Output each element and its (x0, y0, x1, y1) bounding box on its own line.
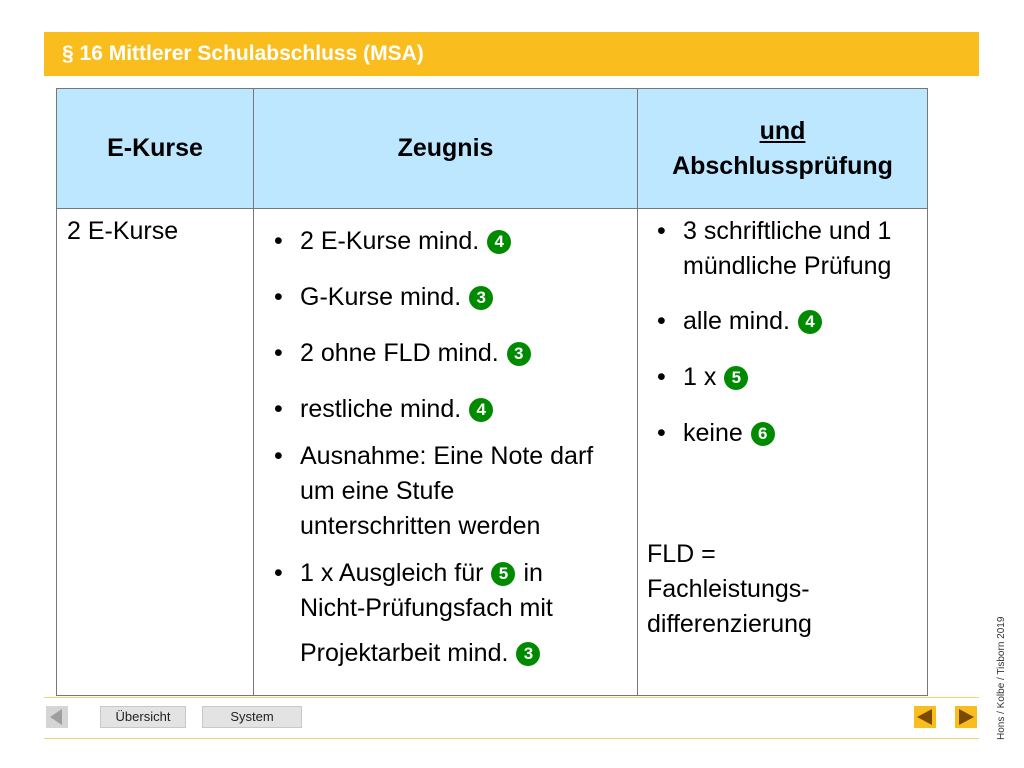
header-abschlusspruefung (638, 89, 927, 208)
bullet-icon: • (274, 339, 283, 367)
zeugnis-b3-text: 2 ohne FLD mind. (300, 339, 499, 367)
grade-circle-icon: 3 (469, 286, 493, 310)
overview-button[interactable]: Übersicht (100, 706, 186, 728)
zeugnis-b5-text: Ausnahme: Eine Note darf um eine Stufe unterschritten werden (300, 442, 594, 540)
bullet-icon: • (274, 559, 283, 587)
prev-disabled-button[interactable] (46, 706, 68, 728)
bullet-icon: • (657, 217, 666, 245)
pruefung-b2-text: alle mind. (683, 307, 790, 335)
zeugnis-b6-line3-text: Projektarbeit mind. (300, 639, 509, 667)
list-item (647, 416, 922, 451)
zeugnis-b1-text: 2 E-Kurse mind. (300, 227, 480, 255)
list-item (264, 280, 624, 315)
header-zeugnis (254, 89, 637, 208)
grade-circle-icon: 4 (798, 310, 822, 334)
zeugnis-b6-line3 (300, 636, 624, 671)
header-e-kurse-label: E-Kurse (107, 134, 203, 162)
bullet-icon: • (657, 307, 666, 335)
credit-text: Hons / Kolbe / Tisborn 2019 (996, 616, 1007, 740)
pruefung-list (647, 214, 922, 451)
list-item (264, 224, 624, 259)
zeugnis-list (264, 224, 624, 671)
header-und-label: und (759, 116, 806, 145)
grade-circle-icon: 5 (724, 366, 748, 390)
list-item (264, 336, 624, 371)
bullet-icon: • (274, 395, 283, 423)
header-abschlusspruefung-label: Abschlussprüfung (672, 151, 893, 180)
system-button[interactable]: System (202, 706, 302, 728)
left-triangle-icon (914, 706, 936, 728)
pruefung-b1-text: 3 schriftliche und 1 mündliche Prüfung (683, 217, 892, 280)
grade-circle-icon: 3 (516, 642, 540, 666)
fld-line2: Fachleistungs- (647, 575, 810, 603)
bullet-icon: • (657, 419, 666, 447)
zeugnis-b4-text: restliche mind. (300, 395, 462, 423)
grade-circle-icon: 6 (751, 422, 775, 446)
grade-circle-icon: 3 (507, 342, 531, 366)
header-e-kurse (57, 89, 253, 208)
list-item (647, 360, 922, 395)
footer-divider (44, 738, 979, 739)
list-item (647, 304, 922, 339)
zeugnis-b6-pre: 1 x Ausgleich für (300, 559, 484, 587)
fld-line3: differenzierung (647, 610, 812, 638)
zeugnis-b6-line2: Nicht-Prüfungsfach mit (300, 594, 553, 622)
e-kurse-value: 2 E-Kurse (67, 217, 179, 245)
bullet-icon: • (274, 227, 283, 255)
footer-divider (44, 697, 979, 698)
grade-circle-icon: 4 (487, 230, 511, 254)
right-triangle-icon (955, 706, 977, 728)
page-title: § 16 Mittlerer Schulabschluss (MSA) (44, 32, 979, 76)
pruefung-b4-text: keine (683, 419, 743, 447)
list-item (264, 392, 624, 427)
msa-table (56, 88, 928, 696)
zeugnis-b6-post: in (523, 559, 543, 587)
zeugnis-b2-text: G-Kurse mind. (300, 283, 462, 311)
list-item (647, 214, 922, 284)
left-triangle-icon (46, 706, 68, 728)
grade-circle-icon: 4 (469, 398, 493, 422)
bullet-icon: • (274, 283, 283, 311)
list-item (264, 556, 624, 671)
bullet-icon: • (274, 442, 283, 470)
next-slide-button[interactable] (955, 706, 977, 728)
fld-definition (647, 537, 917, 642)
header-zeugnis-label: Zeugnis (397, 134, 494, 162)
fld-line1: FLD = (647, 540, 716, 568)
grade-circle-icon: 5 (491, 562, 515, 586)
bullet-icon: • (657, 363, 666, 391)
pruefung-b3-text: 1 x (683, 363, 717, 391)
list-item (264, 439, 600, 544)
prev-slide-button[interactable] (914, 706, 936, 728)
zeugnis-b6-line1 (300, 556, 624, 591)
